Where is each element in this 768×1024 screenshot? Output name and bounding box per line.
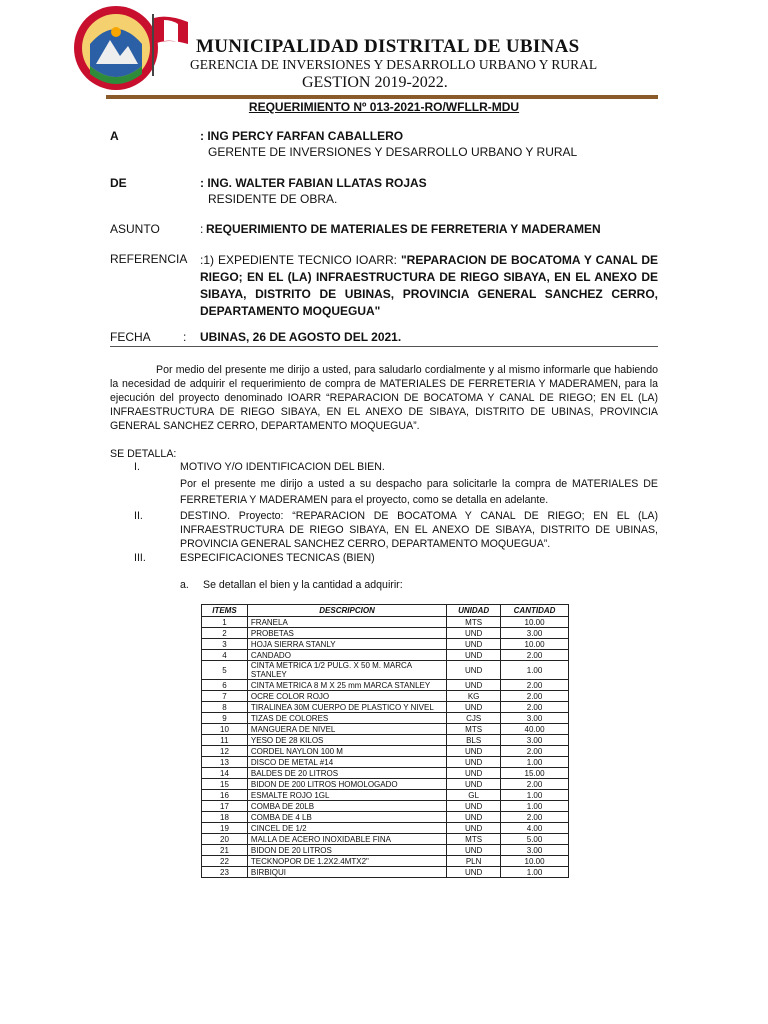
section-2-text: DESTINO. Proyecto: “REPARACION DE BOCATOMA Y CANAL DE RIEGO; EN EL (LA) INFRAESTRUCTURA DE RIEGO SIBAYA, EN EL ANEXO DE SIBAYA, DISTRITO DE UBINAS, PROVINCIA GENERAL SANCHEZ CERRO, DEPARTAMENTO MOQUEGUA”.: [180, 510, 658, 550]
item-quantity: 1.00: [501, 661, 569, 680]
header-divider: [106, 95, 658, 99]
item-description: BIDON DE 20 LITROS: [247, 845, 446, 856]
item-unit: UND: [447, 812, 501, 823]
table-row: [202, 735, 569, 746]
item-quantity: 2.00: [501, 746, 569, 757]
item-number: 20: [202, 834, 248, 845]
item-number: 7: [202, 691, 248, 702]
item-description: YESO DE 28 KILOS: [247, 735, 446, 746]
item-quantity: 4.00: [501, 823, 569, 834]
item-description: TIRALINEA 30M CUERPO DE PLASTICO Y NIVEL: [247, 702, 446, 713]
se-detalla: SE DETALLA:: [110, 448, 177, 460]
table-row: [202, 713, 569, 724]
item-unit: PLN: [447, 856, 501, 867]
item-unit: UND: [447, 680, 501, 691]
item-description: MANGUERA DE NIVEL: [247, 724, 446, 735]
item-description: CANDADO: [247, 650, 446, 661]
table-row: [202, 845, 569, 856]
item-number: 19: [202, 823, 248, 834]
municipal-emblem-icon: [72, 4, 160, 92]
item-unit: UND: [447, 661, 501, 680]
header-cantidad: CANTIDAD: [501, 605, 569, 617]
date-label: FECHA: [110, 330, 151, 344]
subject-colon: :: [200, 222, 204, 236]
item-quantity: 2.00: [501, 779, 569, 790]
item-number: 18: [202, 812, 248, 823]
item-unit: CJS: [447, 713, 501, 724]
item-description: BIDON DE 200 LITROS HOMOLOGADO: [247, 779, 446, 790]
item-quantity: 10.00: [501, 856, 569, 867]
item-quantity: 40.00: [501, 724, 569, 735]
table-row: [202, 812, 569, 823]
item-number: 17: [202, 801, 248, 812]
item-number: 22: [202, 856, 248, 867]
table-row: [202, 779, 569, 790]
item-description: TECKNOPOR DE 1.2X2.4MTX2": [247, 856, 446, 867]
item-quantity: 10.00: [501, 617, 569, 628]
item-quantity: 5.00: [501, 834, 569, 845]
subject-label: ASUNTO: [110, 222, 160, 236]
from-role: RESIDENTE DE OBRA.: [208, 192, 338, 206]
item-description: DISCO DE METAL #14: [247, 757, 446, 768]
section-3-number: III.: [134, 552, 146, 564]
header-unidad: UNIDAD: [447, 605, 501, 617]
item-description: MALLA DE ACERO INOXIDABLE FINA: [247, 834, 446, 845]
item-unit: MTS: [447, 834, 501, 845]
section-1-title: MOTIVO Y/O IDENTIFICACION DEL BIEN.: [180, 461, 385, 473]
table-header-row: [202, 605, 569, 617]
to-label: A: [110, 129, 119, 143]
item-description: ESMALTE ROJO 1GL: [247, 790, 446, 801]
table-row: [202, 661, 569, 680]
table-row: [202, 680, 569, 691]
item-description: CORDEL NAYLON 100 M: [247, 746, 446, 757]
item-unit: UND: [447, 779, 501, 790]
item-description: HOJA SIERRA STANLY: [247, 639, 446, 650]
table-row: [202, 691, 569, 702]
subject-text: REQUERIMIENTO DE MATERIALES DE FERRETERIA Y MADERAMEN: [206, 222, 601, 236]
body-paragraph: Por medio del presente me dirijo a usted, para saludarlo cordialmente y al mismo informarle que habiendo la necesidad de adquirir el requerimiento de compra de MATERIALES DE FERRETERIA Y MADERAMEN, para la ejecución del proyecto denominado IOARR “REPARACION DE BOCATOMA Y CANAL DE RIEGO; EN EL (LA) INFRAESTRUCTURA DE RIEGO SIBAYA, EN EL ANEXO DE SIBAYA, DISTRITO DE UBINAS, PROVINCIA GENERAL SANCHEZ CERRO, DEPARTAMENTO MOQUEGUA”.: [110, 364, 658, 432]
item-unit: GL: [447, 790, 501, 801]
item-description: CINTA METRICA 1/2 PULG. X 50 M. MARCA STANLEY: [247, 661, 446, 680]
item-quantity: 1.00: [501, 790, 569, 801]
date-value: UBINAS, 26 DE AGOSTO DEL 2021.: [200, 330, 402, 344]
item-quantity: 2.00: [501, 680, 569, 691]
item-unit: UND: [447, 702, 501, 713]
item-number: 11: [202, 735, 248, 746]
table-row: [202, 801, 569, 812]
table-row: [202, 724, 569, 735]
table-row: [202, 628, 569, 639]
item-description: CINTA METRICA 8 M X 25 mm MARCA STANLEY: [247, 680, 446, 691]
item-unit: UND: [447, 757, 501, 768]
item-unit: UND: [447, 845, 501, 856]
reference-label: REFERENCIA: [110, 252, 188, 266]
table-row: [202, 867, 569, 878]
item-quantity: 1.00: [501, 867, 569, 878]
item-description: FRANELA: [247, 617, 446, 628]
item-number: 9: [202, 713, 248, 724]
item-number: 23: [202, 867, 248, 878]
to-name: : ING PERCY FARFAN CABALLERO: [200, 129, 404, 143]
item-unit: UND: [447, 639, 501, 650]
reference-project: "REPARACION DE BOCATOMA Y CANAL DE RIEGO; EN EL (LA) INFRAESTRUCTURA DE RIEGO SIBAYA, EN EL ANEXO DE SIBAYA, DISTRITO DE UBINAS, PROVINCIA GENERAL SANCHEZ CERRO, DEPARTAMENTO MOQUEGUA": [200, 253, 659, 318]
item-description: BIRBIQUI: [247, 867, 446, 878]
table-row: [202, 768, 569, 779]
item-unit: UND: [447, 746, 501, 757]
item-quantity: 1.00: [501, 757, 569, 768]
table-row: [202, 834, 569, 845]
item-unit: UND: [447, 650, 501, 661]
department-subtitle: GERENCIA DE INVERSIONES Y DESARROLLO URBANO Y RURAL: [190, 57, 598, 72]
item-number: 15: [202, 779, 248, 790]
table-row: [202, 746, 569, 757]
item-number: 6: [202, 680, 248, 691]
table-row: [202, 650, 569, 661]
item-number: 13: [202, 757, 248, 768]
municipality-title: MUNICIPALIDAD DISTRITAL DE UBINAS: [196, 36, 580, 57]
item-unit: KG: [447, 691, 501, 702]
item-quantity: 2.00: [501, 702, 569, 713]
item-description: TIZAS DE COLORES: [247, 713, 446, 724]
subsection-a-number: a.: [180, 579, 189, 591]
section-1-number: I.: [134, 461, 140, 473]
item-description: COMBA DE 20LB: [247, 801, 446, 812]
reference-prefix: :1) EXPEDIENTE TECNICO IOARR:: [200, 253, 401, 267]
table-row: [202, 790, 569, 801]
item-quantity: 3.00: [501, 735, 569, 746]
to-role: GERENTE DE INVERSIONES Y DESARROLLO URBANO Y RURAL: [208, 145, 578, 159]
table-row: [202, 757, 569, 768]
item-number: 12: [202, 746, 248, 757]
from-name: : ING. WALTER FABIAN LLATAS ROJAS: [200, 176, 427, 190]
item-quantity: 2.00: [501, 650, 569, 661]
item-unit: UND: [447, 867, 501, 878]
item-number: 2: [202, 628, 248, 639]
item-quantity: 3.00: [501, 845, 569, 856]
administration-period: GESTION 2019-2022.: [302, 74, 448, 91]
item-number: 8: [202, 702, 248, 713]
item-unit: MTS: [447, 617, 501, 628]
item-description: PROBETAS: [247, 628, 446, 639]
section-1-text: Por el presente me dirijo a usted a su despacho para solicitarle la compra de MATERIALES DE FERRETERIA Y MADERAMEN para el proyecto, como se detalla en adelante.: [180, 478, 658, 506]
date-colon: :: [183, 330, 187, 344]
item-description: COMBA DE 4 LB: [247, 812, 446, 823]
item-description: BALDES DE 20 LITROS: [247, 768, 446, 779]
header-items: ITEMS: [202, 605, 248, 617]
header-descripcion: DESCRIPCION: [247, 605, 446, 617]
item-description: CINCEL DE 1/2: [247, 823, 446, 834]
peru-flag-icon: [148, 14, 190, 76]
item-number: 4: [202, 650, 248, 661]
section-3-title: ESPECIFICACIONES TECNICAS (BIEN): [180, 552, 375, 564]
item-number: 14: [202, 768, 248, 779]
item-number: 3: [202, 639, 248, 650]
item-unit: UND: [447, 768, 501, 779]
table-row: [202, 823, 569, 834]
item-unit: UND: [447, 801, 501, 812]
item-quantity: 3.00: [501, 713, 569, 724]
item-number: 10: [202, 724, 248, 735]
item-quantity: 10.00: [501, 639, 569, 650]
item-description: OCRE COLOR ROJO: [247, 691, 446, 702]
item-quantity: 3.00: [501, 628, 569, 639]
table-row: [202, 856, 569, 867]
from-label: DE: [110, 176, 127, 190]
item-unit: MTS: [447, 724, 501, 735]
item-quantity: 2.00: [501, 812, 569, 823]
table-row: [202, 617, 569, 628]
table-row: [202, 639, 569, 650]
date-underline: [110, 346, 658, 347]
table-row: [202, 702, 569, 713]
reference-text: [200, 252, 658, 320]
item-unit: UND: [447, 823, 501, 834]
item-number: 21: [202, 845, 248, 856]
requirement-title: REQUERIMIENTO Nº 013-2021-RO/WFLLR-MDU: [248, 100, 520, 114]
item-number: 1: [202, 617, 248, 628]
item-number: 5: [202, 661, 248, 680]
item-quantity: 2.00: [501, 691, 569, 702]
item-unit: UND: [447, 628, 501, 639]
subsection-a-text: Se detallan el bien y la cantidad a adquirir:: [203, 579, 403, 591]
section-2-number: II.: [134, 510, 143, 522]
item-number: 16: [202, 790, 248, 801]
item-unit: BLS: [447, 735, 501, 746]
item-quantity: 15.00: [501, 768, 569, 779]
materials-table: [201, 604, 569, 878]
item-quantity: 1.00: [501, 801, 569, 812]
